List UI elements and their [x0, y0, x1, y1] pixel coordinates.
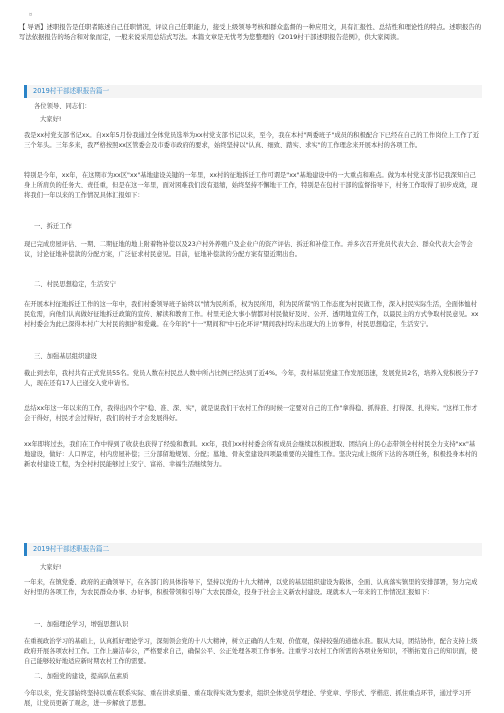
- s1-heading: 二、村民思想稳定，生活安宁: [34, 281, 116, 288]
- s1-paragraph: 截止到去年，我村共有正式党员55名。党员人数在村民总人数中所占比例已经达到了近4%。今年，我村基层党建工作发展迅速，发展党员2名，培养入党积极分子7人，现在还有17人已递交入党申请书。: [24, 370, 479, 387]
- section-2-heading: 2019村干部述职报告篇二: [24, 543, 482, 556]
- section-1-heading: 2019村干部述职报告篇一: [24, 85, 482, 98]
- intro-paragraph: 【 导语】述职报告是任职者陈述自己任职情况，评议自己任职能力，接受上级领导考核和群众监督的一种应用文，具有汇报性、总结性和理论性的特点。述职报告的写法依据报告的场合和对象而定，一般来说采用总结式写法。本篇文章是无忧考为您整理的《2019村干部述职报告范例》，供大家阅读。: [19, 23, 482, 41]
- s2-paragraph: 一年来，在镇党委、政府的正确领导下，在各部门的具体指导下，坚持以党的十九大精神，以党的基层组织建设为载体，全面、认真落实镇里的安排部署，努力完成好村里的各项工作，为农民群众办事、办好事，积极带领和引导广大农民群众，投身于社会主义新农村建设。现就本人一年来的工作情况汇报如下：: [24, 579, 478, 596]
- s1-heading: 一、拆迁工作: [34, 223, 72, 230]
- s2-paragraph: 今年以来，党支部始终坚持以重在联系实际、重在讲求质量、重在取得实效为要求，组织全体党员学理论、学党章、学形式、学楷范、抓住重点环节，通过学习开展，让党员更新了观念，进一步解放了思想。: [24, 690, 472, 707]
- page-marker: ¤: [29, 12, 33, 18]
- s1-paragraph: 在开展本村征地拆迁工作的这一年中，我们村委领导班子始终以"情为民所系，权为民所用，利为民所谋"的工作态度为村民做工作，深入村民实际生活，全面体恤村民危需，向他们认真做好征地拆迁政策的宣传、解读和教育工作。村里无论大事小情都对村民做好及时、公开、透明地宣传工作，以最民主的方式争取村民意见。xx村村委会为此已深得本村广大村民的拥护和爱戴。在今年的"十一"期间和"中石化环评"期间我村均未出现大的上访事件，村民思想稳定，生活安宁。: [24, 301, 479, 328]
- s1-heading: 三、加强基层组织建设: [34, 353, 97, 360]
- s1-paragraph: 总结xx年这一年以来的工作，我得出四个字"稳、准、深、实"，就是说我们干农村工作的时候一定要对自己的工作"拿得稳、抓得准、打得深、扎得实。"这样工作才会干得好，村民才会过得好，我们的村子才会发展得好。: [24, 405, 478, 422]
- s1-paragraph: 特别是今年，xx年，在这期市为xx区"xx"基地建设关键的一年里，xx村的征地拆迁工作可谓是"xx"基地建设中的一大重点和难点。做为本村党支部书记我深知自己身上所肩负的任务大、责任重，但是在这一年里，面对困难我们没有退缩，始终坚持不懈地干工作，特别是在包村干部的监督指导下，村务工作取得了初步成效，现将我们一年以来的工作情况具体汇报如下：: [24, 172, 478, 199]
- s2-heading: 二、加强党的建设，提高队伍素质: [34, 673, 129, 680]
- s1-paragraph: 我是xx村党支部书记xx。自xx年5月份我通过全体党员选举为xx村党支部书记以来，至今，我在本村"两委班子"成员的积极配合下已经在自己的工作岗位上工作了近三个年头。三年多来，我严格按照xx区管委会及市委市政府的要求，始终坚持以"认真、细致、踏实、求实"的工作理念来开展本村的各项工作。: [24, 132, 480, 149]
- s2-paragraph: 大家好!: [40, 564, 62, 571]
- s2-heading: 一、加强理论学习，增强思想认识: [34, 621, 129, 628]
- s1-paragraph: xx年即将过去，我们在工作中得到了收获也获得了经验和教训。xx年，我们xx村村委会所有成员会继续以积极进取、团结向上的心态带领全村村民全力支持"xx"基地建设，做好：人口界定，村内房屋补偿；三分部留地规划、分配；墓地、骨灰堂建设四项最重要的关键性工作。坚决完成上级所下达的各项任务，积极投身本村的新农村建设工程，为全村村民能够过上安宁、富裕、幸福生活继续努力。: [24, 441, 478, 468]
- s1-paragraph: 现已完成房屋评估、一期、二期征地的地上附着物补偿以及23户村外养殖户及企业户的资产评估、拆迁和补偿工作。并多次召开党员代表大会、群众代表大会等会议，讨论征地补偿款的分配方案，广泛征求村民意见。目前，征地补偿款的分配方案有望近期出台。: [24, 241, 473, 258]
- s1-paragraph: 大家好!: [40, 116, 62, 123]
- s2-paragraph: 在重视政治学习的基础上，认真抓好理论学习，深刻领会党的十八大精神，树立正确的人生观、价值观，保持较强的道德水准。服从大局，团结协作，配合支持上级政府开展各项农村工作。工作上廉洁奉公，严格要求自己，确保公平、公正处理各项工作事务。注重学习农村工作所需的各项业务知识，不断拓宽自己的知识面，使自己能够较好地适应新时期农村工作的需要。: [24, 638, 478, 665]
- s1-paragraph: 各位领导、同志们：: [34, 103, 91, 110]
